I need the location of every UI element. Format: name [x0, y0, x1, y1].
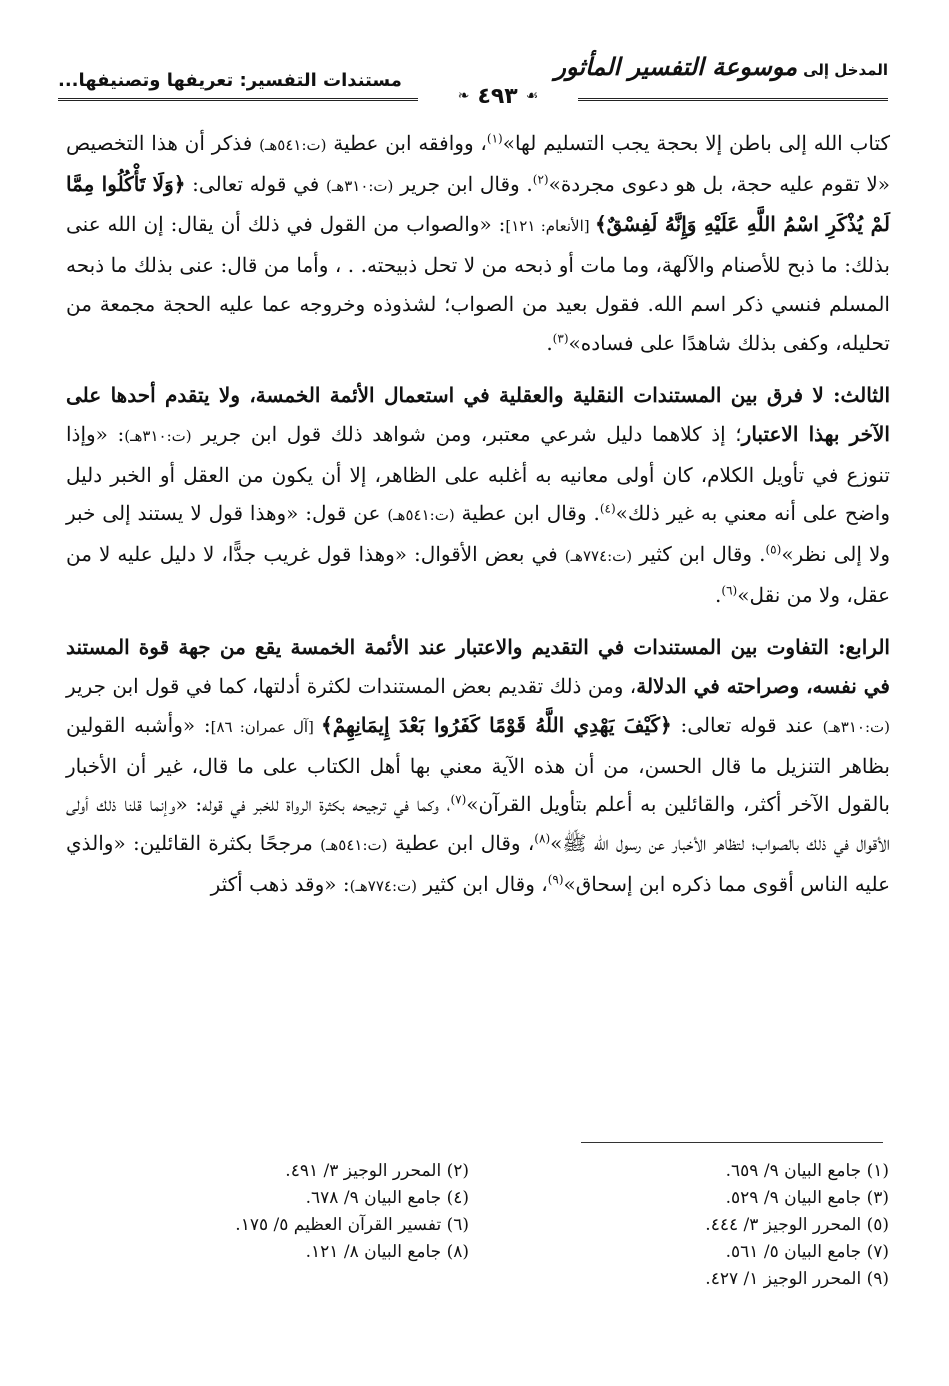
footnote-row [69, 1212, 889, 1239]
footnote-ref: (٧) [450, 792, 467, 807]
footnote-ref: (٩) [547, 872, 564, 886]
footnote: (٨) جامع البيان ٨/ ١٢١. [305, 1242, 469, 1262]
text-span: ، ومن ذلك تقديم بعض المستندات لكثرة أدلتها، كما في قول ابن جرير [66, 674, 637, 699]
footnote-ref: (٤) [599, 501, 616, 516]
text-span: في قوله تعالى: [185, 171, 327, 196]
text-span: : «والصواب من القول في ذلك أن يقال: إن الله عنى بذلك: ما ذبح للأصنام والآلهة، وما مات أو ذبحه من لا تحل ذبيحته. . ، وأما من قال: عنى بذلك ما ذبحه المسلم فنسي ذكر اسم الله. فقول بعيد من الصواب؛ لشذوذه وخروجه عما عليه الحجة مجمعة من تحليله، وكفى بذلك شاهدًا على فساده» [66, 212, 890, 355]
bold-heading: الرابع: التفاوت بين المستندات في التقديم والاعتبار عند الأئمة الخمسة يقع من جهة قوة المستند في نفسه، وصراحته في الدلالة [66, 635, 890, 699]
footnote: (٦) تفسير القرآن العظيم ٥/ ١٧٥. [235, 1215, 469, 1235]
book-title: موسوعة التفسير المأثور [554, 52, 798, 81]
text-span: ، وقال ابن كثير [416, 871, 548, 896]
footnote: (٩) المحرر الوجيز ١/ ٤٢٧. [705, 1269, 889, 1289]
main-text [66, 124, 890, 905]
text-span: ؛ إذ كلاهما دليل شرعي معتبر، ومن شواهد ذلك قول ابن جرير [191, 421, 742, 446]
footnote: (٣) جامع البيان ٩/ ٥٢٩. [725, 1188, 889, 1208]
footnote: (١) جامع البيان ٩/ ٦٥٩. [725, 1161, 889, 1181]
footnote-ref: (٦) [721, 583, 738, 598]
text-span: كتاب الله إلى باطن إلا بحجة يجب التسليم لها» [502, 131, 890, 155]
text-span: ، وكما في ترجيحه بكثرة الرواة للخبر في قوله: «وإنما قلنا ذلك أولى الأقوال في ذلك بالصواب؛ لتظاهر الأخبار عن رسول الله ﷺ» [66, 792, 890, 855]
text-span: (ت:٣١٠هـ) [822, 717, 890, 736]
text-span: . وقال ابن كثير [632, 542, 766, 567]
header-rule-right [578, 98, 888, 101]
page-header [58, 48, 888, 108]
footnote-row [69, 1185, 889, 1212]
footnote: (٧) جامع البيان ٥/ ٥٦١. [725, 1242, 889, 1262]
text-span: مرجحًا بكثرة القائلين: «والذي عليه الناس أقوى مما ذكره ابن إسحاق» [66, 830, 890, 896]
text-span: فذكر أن هذا التخصيص «لا تقوم عليه حجة، بل هو دعوى مجردة» [66, 131, 890, 196]
footnote-ref: (٨) [534, 831, 551, 846]
text-span: (ت:٣١٠هـ) [124, 426, 192, 445]
text-span: . [715, 582, 722, 607]
running-head-book [554, 52, 888, 81]
text-span: (ت:٧٧٤هـ) [349, 876, 417, 895]
text-span: . وقال ابن عطية [454, 501, 600, 526]
quran-verse: ﴿كَيْفَ يَهْدِي اللَّهُ قَوْمًا كَفَرُوا بَعْدَ إِيمَانِهِمْ﴾ [321, 712, 672, 737]
footnote-separator [581, 1142, 883, 1143]
footnote [169, 1266, 469, 1293]
section-title: مستندات التفسير: تعريفها وتصنيفها... [58, 70, 402, 91]
text-span: ، ووافقه ابن عطية [326, 131, 487, 155]
text-span: : «وإذا تنوزع في تأويل الكلام، كان أولى معانيه به أغلبه على الظاهر، إلا أن يكون من العقل أو الخبر دليل واضح على أنه معني به غير ذلك» [66, 421, 890, 526]
text-span: (ت:٥٤١هـ) [259, 136, 327, 154]
quran-verse: ﴿وَلَا تَأْكُلُوا مِمَّا لَمْ يُذْكَرِ اسْمُ اللَّهِ عَلَيْهِ وَإِنَّهُ لَفِسْقٌ﴾ [66, 171, 890, 237]
ornament-icon: ☙ [525, 88, 539, 104]
text-span: عن قول: «وهذا قول لا يستند إلى خبر ولا إلى نظر» [66, 501, 891, 567]
text-span: (ت:٧٧٤هـ) [564, 547, 633, 566]
page-number-block [428, 84, 568, 108]
text-span: ، وقال ابن عطية [387, 830, 535, 855]
text-span: في بعض الأقوال: «وهذا قول غريب جدًّا، لا دليل عليه لا من عقل، ولا من نقل» [66, 542, 890, 607]
text-span: عند قوله تعالى: [671, 712, 823, 737]
footnote: (٤) جامع البيان ٩/ ٦٧٨. [305, 1188, 469, 1208]
text-span: [الأنعام: ١٢١] [505, 217, 595, 236]
book-title-prefix: المدخل إلى [803, 61, 888, 79]
footnote: (٢) المحرر الوجيز ٣/ ٤٩١. [285, 1161, 469, 1181]
paragraph [66, 124, 890, 362]
footnote-ref: (٢) [532, 172, 549, 187]
text-span: . [546, 330, 553, 355]
text-span: (ت:٣١٠هـ) [326, 176, 394, 195]
ornament-icon: ❧ [457, 88, 470, 104]
text-span: : «وأشبه القولين بظاهر التنزيل ما قال الحسن، من أن هذه الآية معني بها أهل الكتاب على ما قال، غير أن الأخبار بالقول الآخر أكثر، والقائلين به أعلم بتأويل القرآن» [66, 712, 890, 817]
bold-heading: الثالث: لا فرق بين المستندات النقلية والعقلية في استعمال الأئمة الخمسة، ولا يتقدم أحدها على الآخر بهذا الاعتبار [66, 383, 890, 446]
paragraph [66, 628, 890, 905]
page-number: ٤٩٣ [477, 83, 518, 109]
footnote: (٥) المحرر الوجيز ٣/ ٤٤٤. [705, 1215, 889, 1235]
text-span: [آل عمران: ٨٦] [210, 717, 322, 736]
footnotes [69, 1158, 889, 1293]
footnote-row [69, 1158, 889, 1185]
text-span: : «وقد ذهب أكثر [210, 871, 350, 896]
footnote-row [69, 1239, 889, 1266]
footnote-row [69, 1266, 889, 1293]
footnote-ref: (١) [486, 131, 503, 146]
header-rule-left [58, 98, 418, 101]
footnote-ref: (٥) [765, 542, 782, 557]
footnote-ref: (٣) [552, 330, 569, 345]
text-span: (ت:٥٤١هـ) [320, 835, 388, 854]
paragraph [66, 376, 890, 614]
text-span: (ت:٥٤١هـ) [387, 506, 455, 525]
text-span: . وقال ابن جرير [393, 171, 533, 196]
